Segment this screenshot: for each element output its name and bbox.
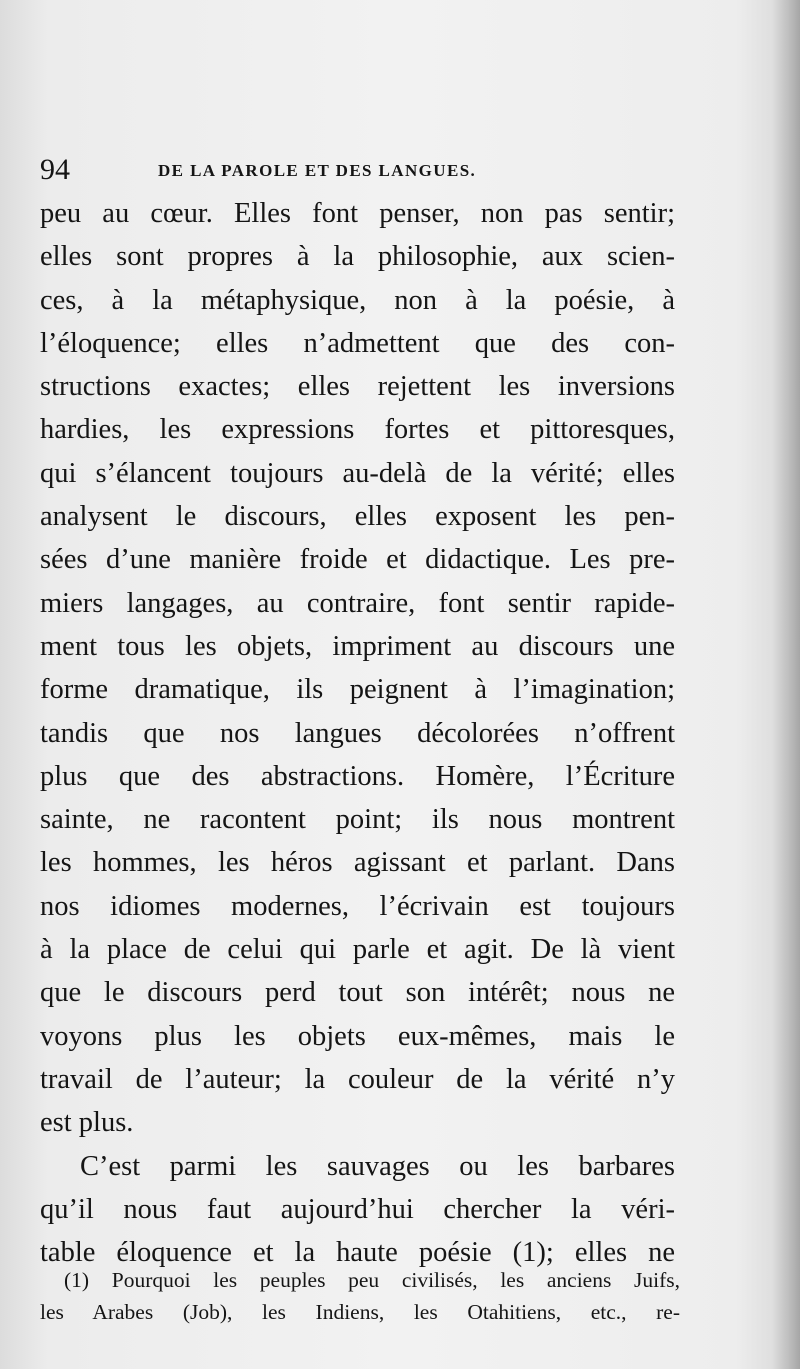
text-line-paragraph-start: C’est parmi les sauvages ou les barbares [80,1150,675,1182]
footnotes [40,1264,680,1328]
text-line: que le discours perd tout son intérêt; nous ne [40,977,675,1009]
text-line: ces, à la métaphysique, non à la poésie, à [40,284,675,316]
page-edge-shadow [772,0,800,1369]
text-line: l’éloquence; elles n’admettent que des con- [40,327,675,359]
text-line: les hommes, les héros agissant et parlant. Dans [40,847,675,879]
text-line-paragraph-end: est plus. [40,1107,134,1139]
text-line: ment tous les objets, impriment au discours une [40,630,675,662]
text-line: à la place de celui qui parle et agit. De là vient [40,934,675,966]
running-title: DE LA PAROLE ET DES LANGUES. [158,161,477,180]
text-line: sainte, ne racontent point; ils nous montrent [40,804,675,836]
text-line: plus que des abstractions. Homère, l’Écriture [40,760,675,792]
text-line: voyons plus les objets eux-mêmes, mais le [40,1020,675,1052]
footnote-line: (1) Pourquoi les peuples peu civilisés, les anciens Juifs, [64,1268,680,1292]
page-number: 94 [40,153,70,186]
text-line: nos idiomes modernes, l’écrivain est toujours [40,890,675,922]
text-line: forme dramatique, ils peignent à l’imagination; [40,674,675,706]
text-line: miers langages, au contraire, font sentir rapide- [40,587,675,619]
footnote-line: les Arabes (Job), les Indiens, les Otahitiens, etc., re- [40,1300,680,1324]
page-header [40,150,680,190]
text-line: qui s’élancent toujours au-delà de la vérité; elles [40,457,675,489]
text-line: analysent le discours, elles exposent les pen- [40,501,675,533]
text-line: hardies, les expressions fortes et pittoresques, [40,414,675,446]
text-line: sées d’une manière froide et didactique. Les pre- [40,544,675,576]
text-line: structions exactes; elles rejettent les inversions [40,371,675,403]
text-line: peu au cœur. Elles font penser, non pas sentir; [40,198,675,229]
text-line: qu’il nous faut aujourd’hui chercher la véri- [40,1193,675,1225]
text-line: travail de l’auteur; la couleur de la vérité n’y [40,1063,675,1095]
text-line: tandis que nos langues décolorées n’offrent [40,717,675,749]
text-line: elles sont propres à la philosophie, aux scien- [40,241,675,273]
text-line: table éloquence et la haute poésie (1); elles ne [40,1237,675,1269]
body-text [40,192,675,1274]
